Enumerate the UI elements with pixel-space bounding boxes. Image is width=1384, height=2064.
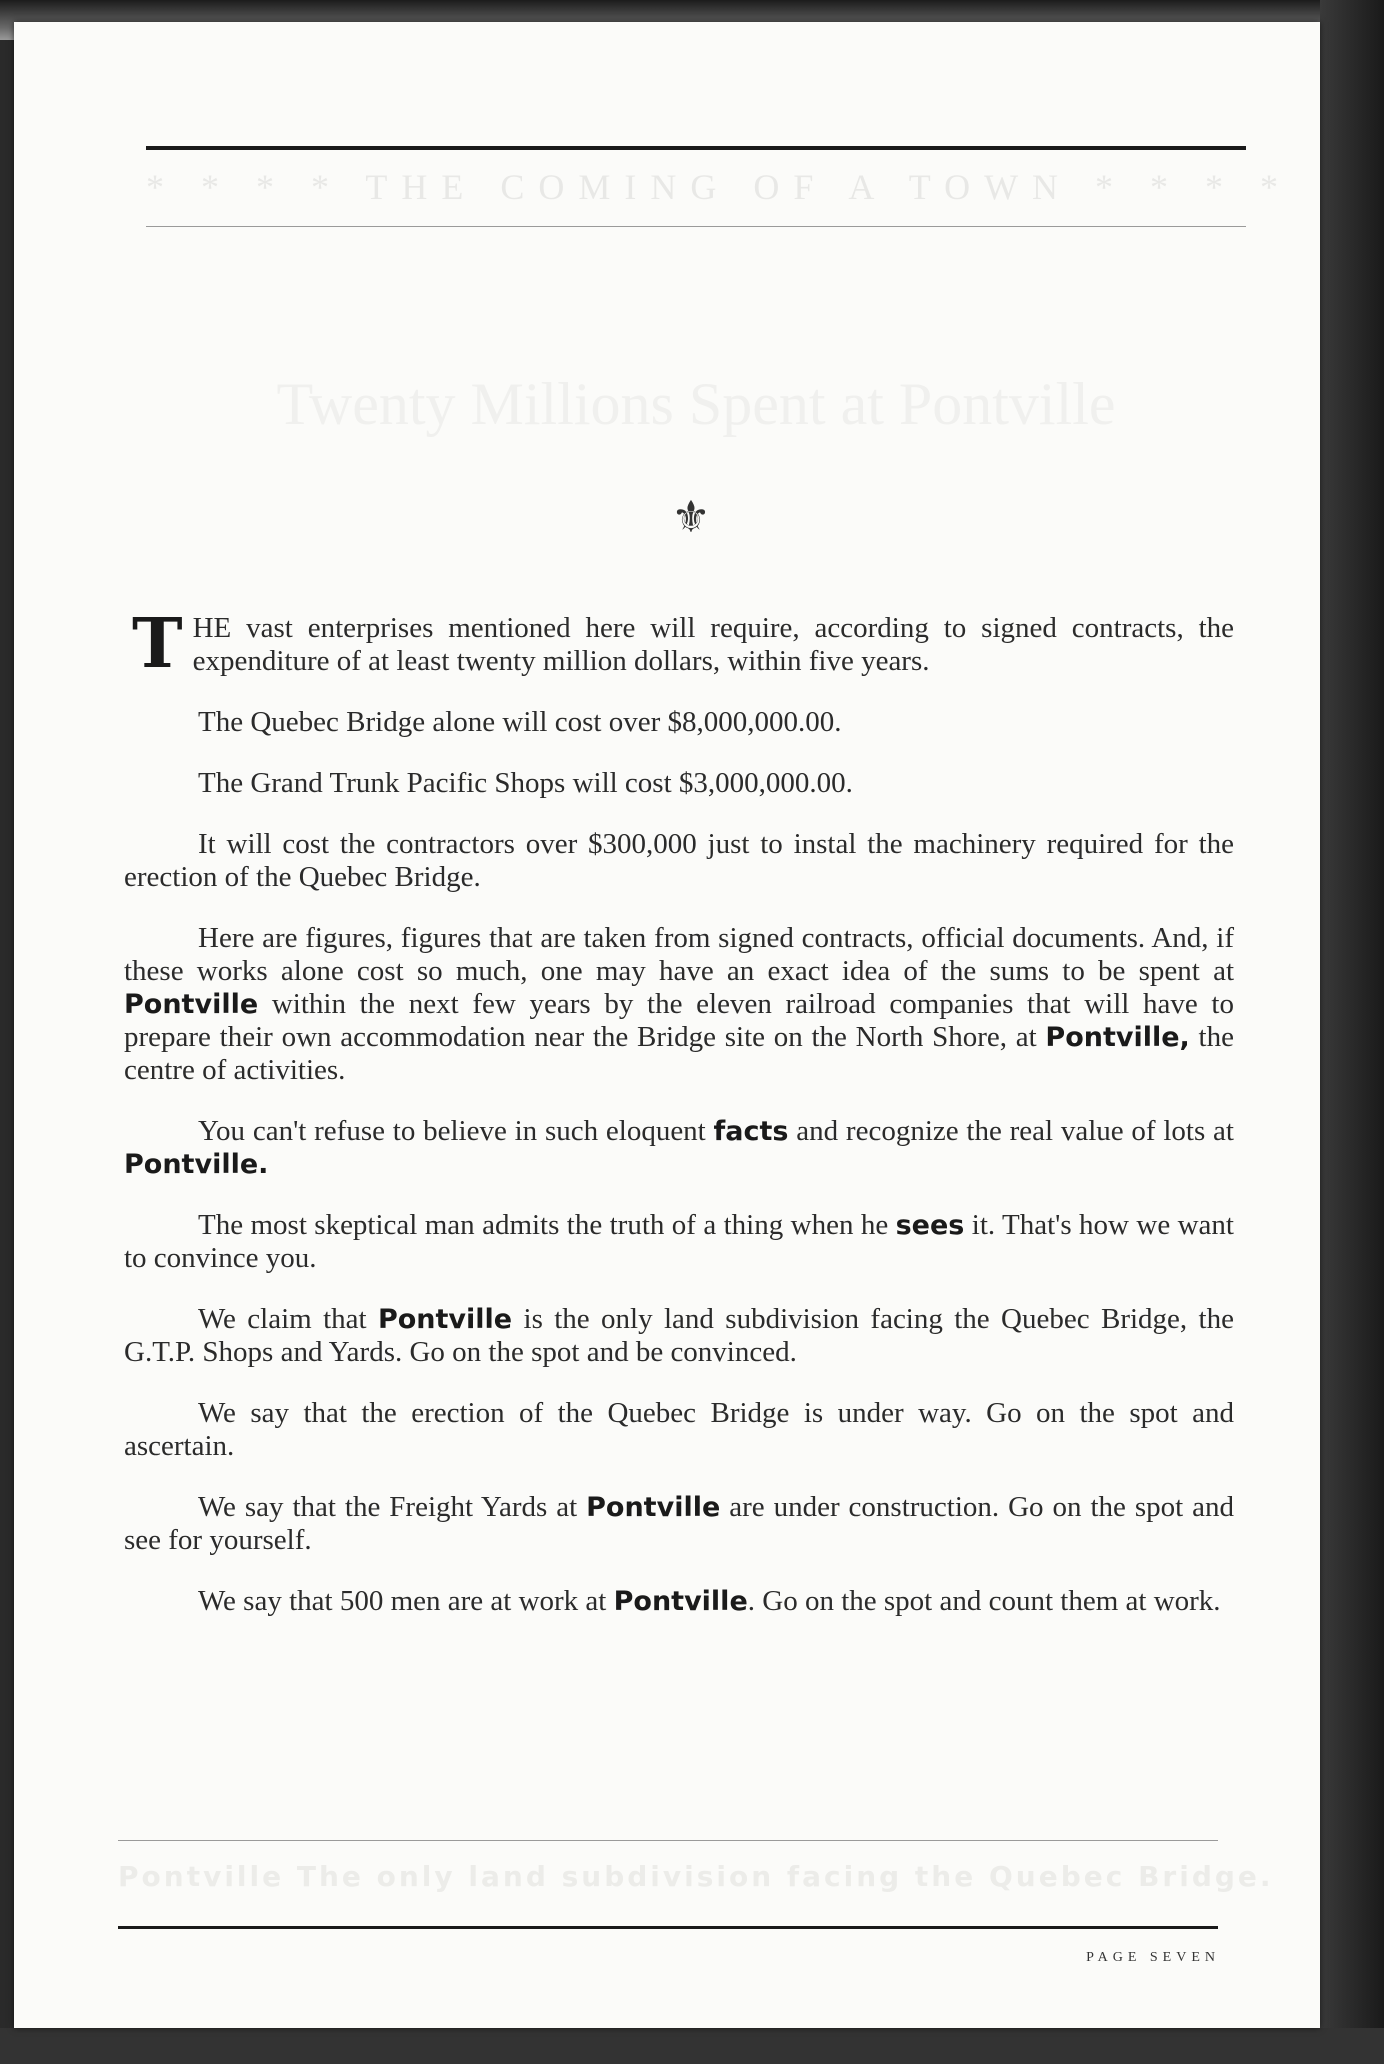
paragraph: [124, 706, 1234, 739]
highlighted-text: Pontville: [613, 1586, 748, 1617]
scan-right-edge: [1320, 0, 1384, 2064]
paragraph: [124, 1585, 1234, 1618]
footer-rule-bottom: [118, 1926, 1218, 1929]
paragraph-text: and recognize the real value of lots at: [788, 1115, 1234, 1147]
paragraph-text: Here are figures, figures that are taken from signed contracts, official documents. And, if these works alone cost so much, one may have an exact idea of the sums to be spent at: [124, 922, 1234, 987]
drop-cap: T: [132, 604, 183, 684]
paragraph: [124, 922, 1234, 1087]
paragraph-text: We say that the erection of the Quebec Bridge is under way. Go on the spot and ascertain.: [124, 1397, 1234, 1462]
page-number: PAGE SEVEN: [1086, 1950, 1220, 1965]
paragraph-text: is the only land subdivision facing the Quebec Bridge, the G.T.P. Shops and Yards. Go on the spot and be convinced.: [124, 1303, 1234, 1368]
paragraph: [124, 828, 1234, 894]
paragraph: [124, 1491, 1234, 1557]
paragraph: [124, 1303, 1234, 1369]
paragraph-text: The most skeptical man admits the truth of a thing when he: [198, 1209, 896, 1241]
paragraph-text: We say that 500 men are at work at: [198, 1585, 614, 1617]
page-title: Twenty Millions Spent at Pontville: [276, 371, 1116, 437]
paragraph: [124, 1115, 1234, 1181]
paragraph-text: the centre of activities.: [124, 1021, 1234, 1086]
paragraph: [124, 1397, 1234, 1463]
highlighted-text: Pontville.: [124, 1149, 269, 1180]
highlighted-text: Pontville: [124, 989, 259, 1020]
paragraph-text: . Go on the spot and count them at work.: [747, 1585, 1221, 1617]
highlighted-text: Pontville: [377, 1304, 513, 1335]
scan-bottom-edge: [0, 2028, 1384, 2064]
paragraph-text: are under construction. Go on the spot and see for yourself.: [124, 1491, 1234, 1556]
paragraph-text: We claim that: [198, 1303, 378, 1335]
paragraph: [124, 1209, 1234, 1275]
paragraph-text: It will cost the contractors over $300,000 just to instal the machinery required for the erection of the Quebec Bridge.: [124, 828, 1234, 893]
highlighted-text: Pontville: [586, 1492, 721, 1523]
paragraph: [124, 767, 1234, 800]
highlighted-text: facts: [713, 1116, 789, 1147]
paragraph-text: The Quebec Bridge alone will cost over $8,000,000.00.: [198, 706, 842, 738]
highlighted-text: Pontville,: [1045, 1022, 1190, 1053]
paragraph-text: HE vast enterprises mentioned here will require, according to signed contracts, the expenditure of at least twenty million dollars, within five years.: [192, 612, 1234, 677]
paragraph-text: it. That's how we want to convince you.: [124, 1209, 1234, 1274]
fleur-de-lis-icon: ⚜: [671, 493, 711, 542]
header-rule-bottom: [146, 226, 1246, 227]
paragraph-text: within the next few years by the eleven railroad companies that will have to prepare their own accommodation near the Bridge site on the North Shore, at: [124, 988, 1234, 1053]
footer-rule-top: [118, 1840, 1218, 1841]
article-body: [124, 604, 1234, 1646]
header-rule-top: [146, 146, 1246, 150]
paragraph: [124, 604, 1234, 684]
running-head: * * * * THE COMING OF A TOWN * * * *: [146, 167, 1293, 207]
paragraph-text: The Grand Trunk Pacific Shops will cost $3,000,000.00.: [198, 767, 853, 799]
footer-tagline: Pontville The only land subdivision facing the Quebec Bridge.: [118, 1860, 1274, 1893]
highlighted-text: sees: [895, 1210, 965, 1241]
paragraph-text: You can't refuse to believe in such eloquent: [198, 1115, 714, 1147]
paragraph-text: We say that the Freight Yards at: [198, 1491, 587, 1523]
